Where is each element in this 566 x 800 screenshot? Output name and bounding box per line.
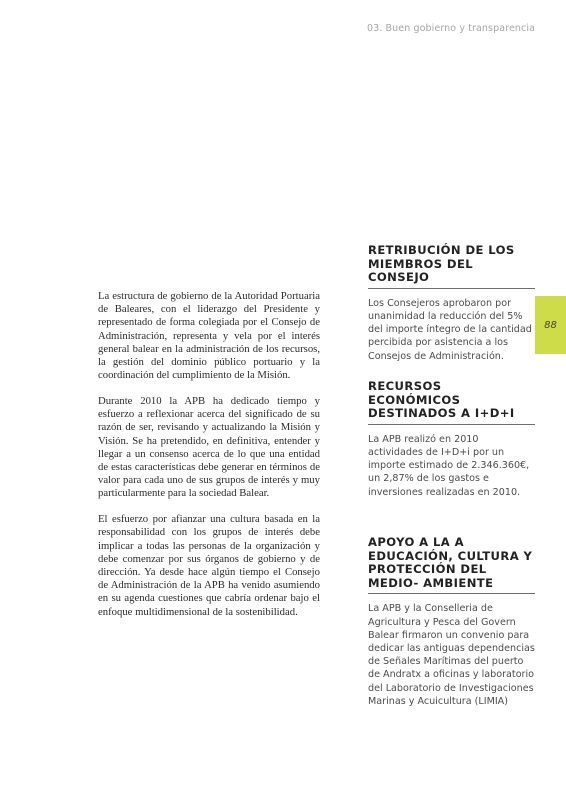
running-header: 03. Buen gobierno y transparencia [367,23,535,34]
sidebar-block-recursos [368,380,535,499]
sidebar-block-text: Los Consejeros aprobaron por unanimidad la reducción del 5% del importe íntegro de la cantidad percibida por asistencia a los Consejos de Administración. [368,297,532,362]
sidebar-divider [368,288,535,289]
sidebar-block-apoyo [368,536,535,708]
page-number-tab [535,296,566,354]
sidebar-divider [368,424,535,425]
sidebar-divider [368,593,535,594]
body-paragraph-1: La estructura de gobierno de la Autoridad Portuaria de Baleares, con el liderazgo del Presidente y representado de forma colegiada por el Consejo de Administración, representa y vela por el interés general balear en la administración de los recursos, la gestión del dominio público portuario y la coordinación del cumplimiento de la Misión. [98,290,320,382]
body-paragraph-2: Durante 2010 la APB ha dedicado tiempo y esfuerzo a reflexionar acerca del significado de su razón de ser, revisando y actualizando la Misión y Visión. Se ha pretendido, en definitiva, entender y llegar a un consenso acerca de lo que una entidad de estas características debe generar en términos de valor para cada uno de sus grupos de interés y muy particularmente para la sociedad Balear. [98,395,320,500]
body-paragraph-3: El esfuerzo por afianzar una cultura basada en la responsabilidad con los grupos de interés debe implicar a todas las personas de la organización y debe comenzar por sus órganos de gobierno y de dirección. Ya desde hace algún tiempo el Consejo de Administración de la APB ha venido asumiendo en su agenda cuestiones que cabría ordenar bajo el enfoque multidimensional de la sostenibilidad. [98,513,320,618]
main-body-text [98,290,320,631]
page-number: 88 [544,319,557,331]
sidebar-block-title: RECURSOS ECONÓMICOS DESTINADOS A I+D+I [368,379,515,421]
sidebar-block-title: RETRIBUCIÓN DE LOS MIEMBROS DEL CONSEJO [368,243,515,285]
sidebar-block-retribucion [368,244,535,363]
sidebar-block-title: APOYO A LA A EDUCACIÓN, CULTURA Y PROTECCIÓN DEL MEDIO- AMBIENTE [368,535,533,590]
sidebar-block-text: La APB realizó en 2010 actividades de I+D+i por un importe estimado de 2.346.360€, un 2,87% de los gastos e inversiones realizadas en 2010. [368,433,530,498]
sidebar-block-text: La APB y la Conselleria de Agricultura y Pesca del Govern Balear firmaron un convenio para dedicar las antiguas dependencias de Señales Marítimas del puerto de Andratx a oficinas y laboratorio del Laboratorio de Investigaciones Marinas y Acuicultura (LIMIA) [368,603,535,707]
